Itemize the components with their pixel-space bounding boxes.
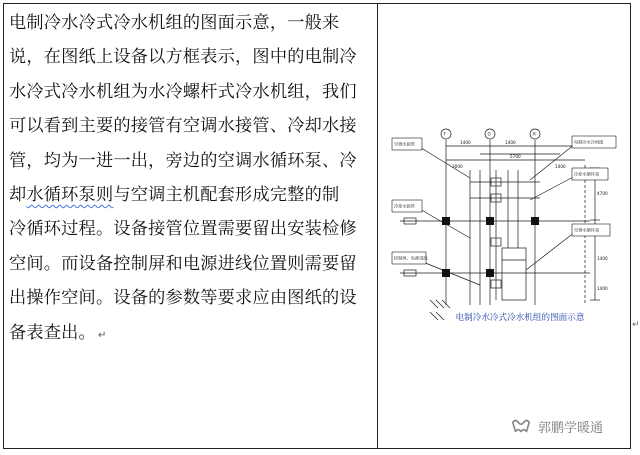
- dimension-label: 1400: [505, 140, 516, 145]
- text-fragment: 却: [9, 184, 27, 205]
- annotation-label: 空调水接管: [394, 141, 415, 147]
- diagram-svg: [390, 120, 622, 338]
- chiller-plan-diagram: [390, 120, 622, 338]
- paragraph-line: 电制冷水冷式冷水机组的图面示意，一般来: [9, 13, 340, 33]
- dimension-label: 1400: [460, 140, 471, 145]
- paragraph-cell: [9, 6, 375, 446]
- dimension-label: 5700: [510, 154, 521, 159]
- annotation-label: 冷却水接管: [394, 203, 415, 209]
- axis-label: G: [487, 131, 491, 137]
- axis-label: F: [443, 131, 446, 137]
- text-fragment: 备表查出。: [9, 322, 96, 343]
- watermark: [510, 412, 603, 440]
- dimension-label: 1400: [597, 256, 608, 261]
- paragraph-line-last: [9, 316, 375, 350]
- paragraph-line: 可以看到主要的接管有空调水接管、冷却水接: [9, 116, 357, 137]
- axis-label: H: [532, 131, 536, 137]
- annotation-label: 冷却水循环泵: [574, 171, 600, 177]
- annotation-label: 空调水循环泵: [574, 227, 600, 233]
- paragraph-line: 管，均为一进一出，旁边的空调水循环泵、冷: [9, 150, 357, 171]
- spellcheck-underline-text: 水循环泵则: [26, 184, 114, 205]
- text-fragment: 与空调主机配套形成完整的制: [113, 184, 340, 205]
- paragraph-line: 空间。而设备控制屏和电源进线位置则需要留: [9, 253, 357, 274]
- dimension-label: 1400: [597, 286, 608, 291]
- paragraph-line: 水冷式冷水机组为水冷螺杆式冷水机组，我们: [9, 81, 357, 102]
- edge-return-mark: ↵: [632, 320, 640, 330]
- annotation-label: 电制冷水冷机组: [574, 139, 604, 145]
- paragraph-line: 说，在图纸上设备以方框表示，图中的电制冷: [9, 47, 357, 68]
- paragraph-return-mark: ↵: [97, 329, 107, 341]
- wechat-channel-icon: [510, 415, 532, 437]
- table-column-divider: [377, 3, 378, 449]
- watermark-text: 郭鹏学暖通: [538, 420, 604, 436]
- paragraph-line-with-underline: [9, 178, 375, 212]
- dimension-label: 3000: [452, 164, 463, 169]
- annotation-label: 控制屏、电源进线: [394, 255, 428, 261]
- dimension-label: 4700: [597, 191, 608, 196]
- paragraph-line: 出操作空间。设备的参数等要求应由图纸的设: [9, 288, 357, 309]
- dimension-label: 1400: [555, 164, 566, 169]
- diagram-caption: 电制冷水冷式冷水机组的图面示意: [455, 313, 585, 323]
- paragraph-line: 冷循环过程。设备接管位置需要留出安装检修: [9, 219, 357, 240]
